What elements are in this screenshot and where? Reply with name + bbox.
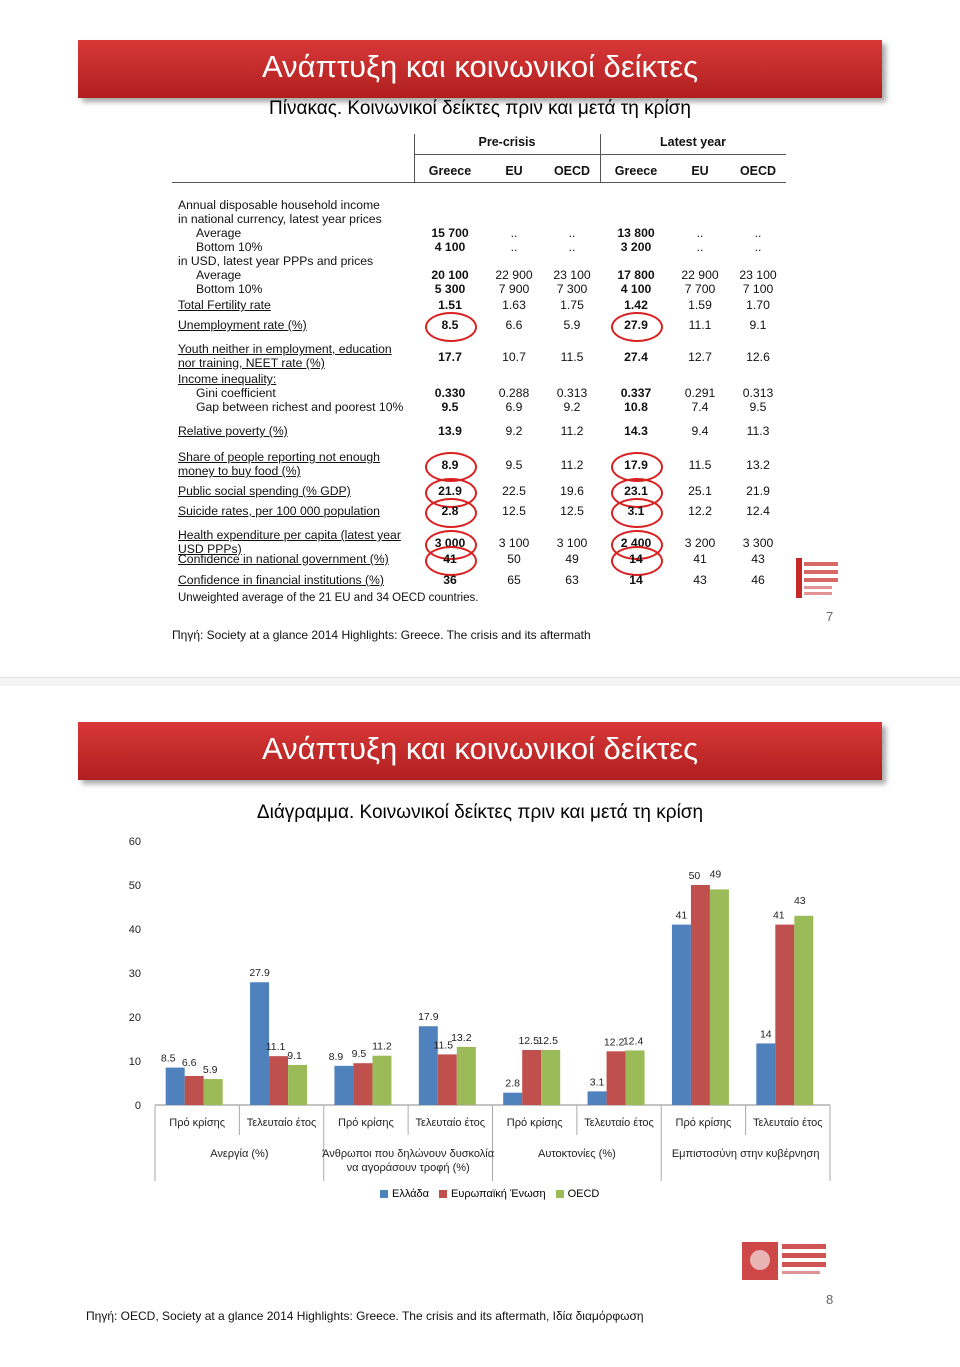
table-cell: 36 xyxy=(443,573,457,587)
table-cell: 9.4 xyxy=(691,424,709,438)
legend-label: Ευρωπαϊκή Ένωση xyxy=(451,1188,546,1200)
table-cell: 9.5 xyxy=(505,458,523,472)
table-caption: Πίνακας. Κοινωνικοί δείκτες πριν και μετά τη κρίση xyxy=(269,98,691,119)
table-cell: 5.9 xyxy=(563,318,581,332)
table-cell: 43 xyxy=(693,573,707,587)
table-footnote: Unweighted average of the 21 EU and 34 OECD countries. xyxy=(178,592,479,604)
table-cell: 17.7 xyxy=(438,350,462,364)
table-cell: 17.9 xyxy=(624,458,648,472)
chart-caption: Διάγραμμα. Κοινωνικοί δείκτες πριν και μετά τη κρίση xyxy=(256,802,704,823)
table-cell: 0.337 xyxy=(620,386,652,400)
bar-greece xyxy=(419,1026,438,1105)
table-cell: 43 xyxy=(751,552,765,566)
table-cell: .. xyxy=(568,226,576,240)
table-cell: 12.5 xyxy=(560,504,584,518)
table-cell: 12.2 xyxy=(688,504,712,518)
data-label: 12.4 xyxy=(622,1035,644,1048)
table-cell: .. xyxy=(696,226,704,240)
table-cell: .. xyxy=(510,226,518,240)
bar-eu xyxy=(269,1056,288,1105)
data-label: 41 xyxy=(675,909,688,922)
bar-oecd xyxy=(541,1050,560,1105)
data-label: 9.1 xyxy=(287,1049,302,1062)
table-cell: 23 100 xyxy=(739,268,777,282)
table-cell: 8.5 xyxy=(441,318,459,332)
bar-oecd xyxy=(372,1056,391,1105)
data-label: 5.9 xyxy=(202,1064,218,1077)
group-label: Άνθρωποι που δηλώνουν δυσκολία xyxy=(322,1148,495,1160)
table-cell: 21.9 xyxy=(746,484,770,498)
row-label: Gap between richest and poorest 10% xyxy=(196,400,404,414)
column-header: EU xyxy=(691,164,709,178)
data-label: 8.9 xyxy=(328,1050,344,1063)
table-cell: 0.330 xyxy=(434,386,466,400)
x-tick-label: Πρό κρίσης xyxy=(338,1117,394,1129)
bar-oecd xyxy=(204,1079,223,1105)
table-cell: 22.5 xyxy=(502,484,526,498)
table-cell: 14 xyxy=(629,552,643,566)
x-tick-label: Πρό κρίσης xyxy=(506,1117,563,1129)
table-cell: 11.5 xyxy=(560,350,584,364)
data-label: 6.6 xyxy=(181,1056,197,1069)
bar-oecd xyxy=(794,916,813,1105)
data-label: 11.2 xyxy=(372,1040,392,1053)
data-label: 49 xyxy=(709,868,722,881)
data-label: 9.5 xyxy=(351,1048,367,1061)
logo-mark-icon xyxy=(742,1240,830,1282)
table-cell: 13 800 xyxy=(617,226,655,240)
table-cell: 19.6 xyxy=(560,484,584,498)
table-cell: 2 400 xyxy=(620,536,652,550)
bar-eu xyxy=(353,1063,372,1105)
table-cell: 1.59 xyxy=(688,298,712,312)
data-label: 13.2 xyxy=(451,1031,472,1044)
table-cell: 12.5 xyxy=(502,504,526,518)
legend-swatch xyxy=(439,1190,447,1198)
table-cell: 7 700 xyxy=(684,282,716,296)
table-cell: 9.5 xyxy=(441,400,459,414)
table-cell: 10.8 xyxy=(624,400,648,414)
table-cell: 3 200 xyxy=(620,240,652,254)
table-cell: 50 xyxy=(507,552,521,566)
table-cell: 7 900 xyxy=(498,282,530,296)
row-label: Youth neither in employment, education nor training, NEET rate (%) xyxy=(178,342,392,370)
table-cell: 11.1 xyxy=(688,318,712,332)
x-tick-label: Πρό κρίσης xyxy=(169,1117,226,1129)
row-label: Bottom 10% xyxy=(196,240,263,254)
y-tick-label: 30 xyxy=(128,968,141,980)
y-tick-label: 50 xyxy=(128,880,141,892)
column-header: OECD xyxy=(739,164,777,178)
x-tick-label: Τελευταίο έτος xyxy=(246,1117,317,1129)
row-label: Annual disposable household income xyxy=(178,198,380,212)
legend-swatch xyxy=(556,1190,564,1198)
table-cell: 23 100 xyxy=(553,268,591,282)
data-label: 2.8 xyxy=(505,1077,520,1090)
bar-oecd xyxy=(288,1065,307,1105)
table-cell: 13.2 xyxy=(746,458,770,472)
bar-eu xyxy=(775,925,794,1105)
row-label: Health expenditure per capita (latest year USD PPPs) xyxy=(178,528,401,556)
column-header: Greece xyxy=(614,164,658,178)
source-note: Πηγή: OECD, Society at a glance 2014 Highlights: Greece. The crisis and its aftermath, Ιδία διαμόρφωση xyxy=(86,1309,644,1323)
group-label: Εμπιστοσύνη στην κυβέρνηση xyxy=(671,1148,820,1160)
table-cell: .. xyxy=(696,240,704,254)
table-cell: 15 700 xyxy=(431,226,469,240)
table-cell: 10.7 xyxy=(502,350,526,364)
bar-eu xyxy=(607,1051,626,1105)
table-cell: 8.9 xyxy=(441,458,459,472)
table-cell: 22 900 xyxy=(681,268,719,282)
slide-title: Ανάπτυξη και κοινωνικοί δείκτες xyxy=(261,731,699,766)
data-label: 14 xyxy=(759,1028,772,1041)
table-cell: 9.2 xyxy=(505,424,523,438)
table-cell: 3 100 xyxy=(498,536,530,550)
table-cell: 3 100 xyxy=(556,536,588,550)
table-cell: 63 xyxy=(565,573,579,587)
data-label: 41 xyxy=(772,909,785,922)
group-label: να αγοράσουν τροφή (%) xyxy=(346,1162,470,1174)
table-cell: 9.2 xyxy=(563,400,581,414)
source-note: Πηγή: Society at a glance 2014 Highlights: Greece. The crisis and its aftermath xyxy=(172,628,591,642)
table-cell: 21.9 xyxy=(438,484,462,498)
table-cell: 4 100 xyxy=(434,240,466,254)
row-label: in national currency, latest year prices xyxy=(178,212,382,226)
table-cell: 11.2 xyxy=(560,458,584,472)
slide-title: Ανάπτυξη και κοινωνικοί δείκτες xyxy=(261,49,699,84)
group-label: Αυτοκτονίες (%) xyxy=(537,1148,616,1160)
table-cell: 3 000 xyxy=(434,536,466,550)
data-label: 3.1 xyxy=(589,1076,605,1089)
data-label: 50 xyxy=(688,870,701,882)
table-cell: 1.70 xyxy=(746,298,770,312)
row-label: Income inequality: xyxy=(178,372,277,386)
table-cell: 17 800 xyxy=(617,268,655,282)
column-header: EU xyxy=(505,164,523,178)
table-cell: 4 100 xyxy=(620,282,652,296)
table-cell: 3 200 xyxy=(684,536,716,550)
table-cell: .. xyxy=(754,240,762,254)
table-cell: 3 300 xyxy=(742,536,774,550)
legend-swatch xyxy=(380,1190,388,1198)
bar-eu xyxy=(691,885,710,1105)
data-label: 12.2 xyxy=(603,1036,625,1049)
y-tick-label: 0 xyxy=(134,1100,141,1112)
nsph-logo xyxy=(742,1240,830,1282)
data-label: 12.5 xyxy=(537,1035,558,1047)
bar-eu xyxy=(438,1054,457,1105)
column-header: OECD xyxy=(553,164,591,178)
data-label: 27.9 xyxy=(249,967,270,980)
table-cell: 1.63 xyxy=(502,298,526,312)
y-tick-label: 40 xyxy=(128,924,141,936)
bar-eu xyxy=(522,1050,541,1105)
y-tick-label: 60 xyxy=(128,836,141,848)
bar-greece xyxy=(334,1066,353,1105)
table-cell: 13.9 xyxy=(438,424,462,438)
table-cell: .. xyxy=(510,240,518,254)
table-cell: 9.5 xyxy=(749,400,767,414)
table-cell: 0.288 xyxy=(498,386,530,400)
table-cell: 1.51 xyxy=(438,298,462,312)
table-cell: 20 100 xyxy=(431,268,469,282)
row-label: Public social spending (% GDP) xyxy=(178,484,351,498)
table-cell: 27.4 xyxy=(624,350,648,364)
table-cell: 6.9 xyxy=(505,400,523,414)
column-header: Greece xyxy=(428,164,472,178)
table-cell: .. xyxy=(754,226,762,240)
legend-label: Ελλάδα xyxy=(392,1188,430,1200)
bar-greece xyxy=(588,1091,607,1105)
table-cell: 11.5 xyxy=(688,458,712,472)
row-label: Relative poverty (%) xyxy=(178,424,288,438)
data-label: 12.5 xyxy=(518,1035,539,1047)
table-cell: 1.75 xyxy=(560,298,584,312)
table-cell: 2.8 xyxy=(441,504,459,518)
row-label: Average xyxy=(196,268,242,282)
bar-oecd xyxy=(457,1047,476,1105)
data-label: 11.5 xyxy=(433,1039,454,1052)
table-cell: 12.6 xyxy=(746,350,770,364)
table-cell: 12.7 xyxy=(688,350,712,364)
bar-oecd xyxy=(710,889,729,1105)
data-label: 43 xyxy=(793,894,806,907)
legend-item-greece xyxy=(380,1188,429,1200)
table-cell: 0.291 xyxy=(684,386,716,400)
table-cell: 25.1 xyxy=(688,484,712,498)
bar-oecd xyxy=(626,1050,645,1105)
table-cell: 7 100 xyxy=(742,282,774,296)
table-cell: 0.313 xyxy=(556,386,588,400)
row-label: Bottom 10% xyxy=(196,282,263,296)
row-label: Share of people reporting not enough money to buy food (%) xyxy=(178,450,380,478)
table-cell: 23.1 xyxy=(624,484,648,498)
bar-greece xyxy=(756,1043,775,1105)
table-cell: 14.3 xyxy=(624,424,648,438)
group-header: Pre-crisis xyxy=(478,135,536,149)
table-cell: 9.1 xyxy=(749,318,767,332)
chart-legend xyxy=(380,1188,599,1200)
table-cell: 14 xyxy=(629,573,643,587)
x-tick-label: Τελευταίο έτος xyxy=(584,1117,654,1129)
table-cell: 0.313 xyxy=(742,386,774,400)
row-label: Suicide rates, per 100 000 population xyxy=(178,504,380,518)
row-label: Average xyxy=(196,226,242,240)
table-cell: 5 300 xyxy=(434,282,466,296)
legend-item-oecd xyxy=(556,1188,600,1200)
data-label: 17.9 xyxy=(418,1011,439,1024)
group-label: Ανεργία (%) xyxy=(210,1148,269,1160)
table-cell: 41 xyxy=(443,552,457,566)
page-number: 7 xyxy=(826,609,834,624)
bar-greece xyxy=(503,1093,522,1105)
table-cell: 7.4 xyxy=(691,400,709,414)
legend-label: OECD xyxy=(567,1188,600,1200)
table-cell: 46 xyxy=(751,573,765,587)
y-tick-label: 10 xyxy=(128,1056,141,1068)
y-tick-label: 20 xyxy=(128,1012,141,1024)
page-number: 8 xyxy=(826,1292,834,1307)
group-header: Latest year xyxy=(659,135,726,149)
data-label: 8.5 xyxy=(160,1052,176,1065)
table-cell: 11.3 xyxy=(746,424,770,438)
table-cell: 12.4 xyxy=(746,504,770,518)
x-tick-label: Τελευταίο έτος xyxy=(753,1117,823,1129)
row-label: Confidence in financial institutions (%) xyxy=(178,573,384,587)
row-label: Total Fertility rate xyxy=(178,298,271,312)
table-cell: 6.6 xyxy=(505,318,523,332)
table-cell: .. xyxy=(568,240,576,254)
row-label: Confidence in national government (%) xyxy=(178,552,389,566)
table-cell: 22 900 xyxy=(495,268,533,282)
table-cell: 49 xyxy=(565,552,579,566)
table-cell: 11.2 xyxy=(560,424,584,438)
table-cell: 41 xyxy=(693,552,707,566)
bar-eu xyxy=(185,1076,204,1105)
row-label: Unemployment rate (%) xyxy=(178,318,307,332)
bar-greece xyxy=(166,1068,185,1105)
table-cell: 1.42 xyxy=(624,298,648,312)
table-cell: 3.1 xyxy=(627,504,645,518)
row-label: Gini coefficient xyxy=(196,386,276,400)
table-cell: 65 xyxy=(507,573,521,587)
bar-greece xyxy=(672,925,691,1105)
data-label: 11.1 xyxy=(265,1041,286,1054)
row-label: in USD, latest year PPPs and prices xyxy=(178,254,374,268)
table-cell: 27.9 xyxy=(624,318,648,332)
x-tick-label: Τελευταίο έτος xyxy=(415,1117,486,1129)
table-cell: 7 300 xyxy=(556,282,588,296)
legend-item-eu xyxy=(439,1188,546,1200)
x-tick-label: Πρό κρίσης xyxy=(675,1117,732,1129)
